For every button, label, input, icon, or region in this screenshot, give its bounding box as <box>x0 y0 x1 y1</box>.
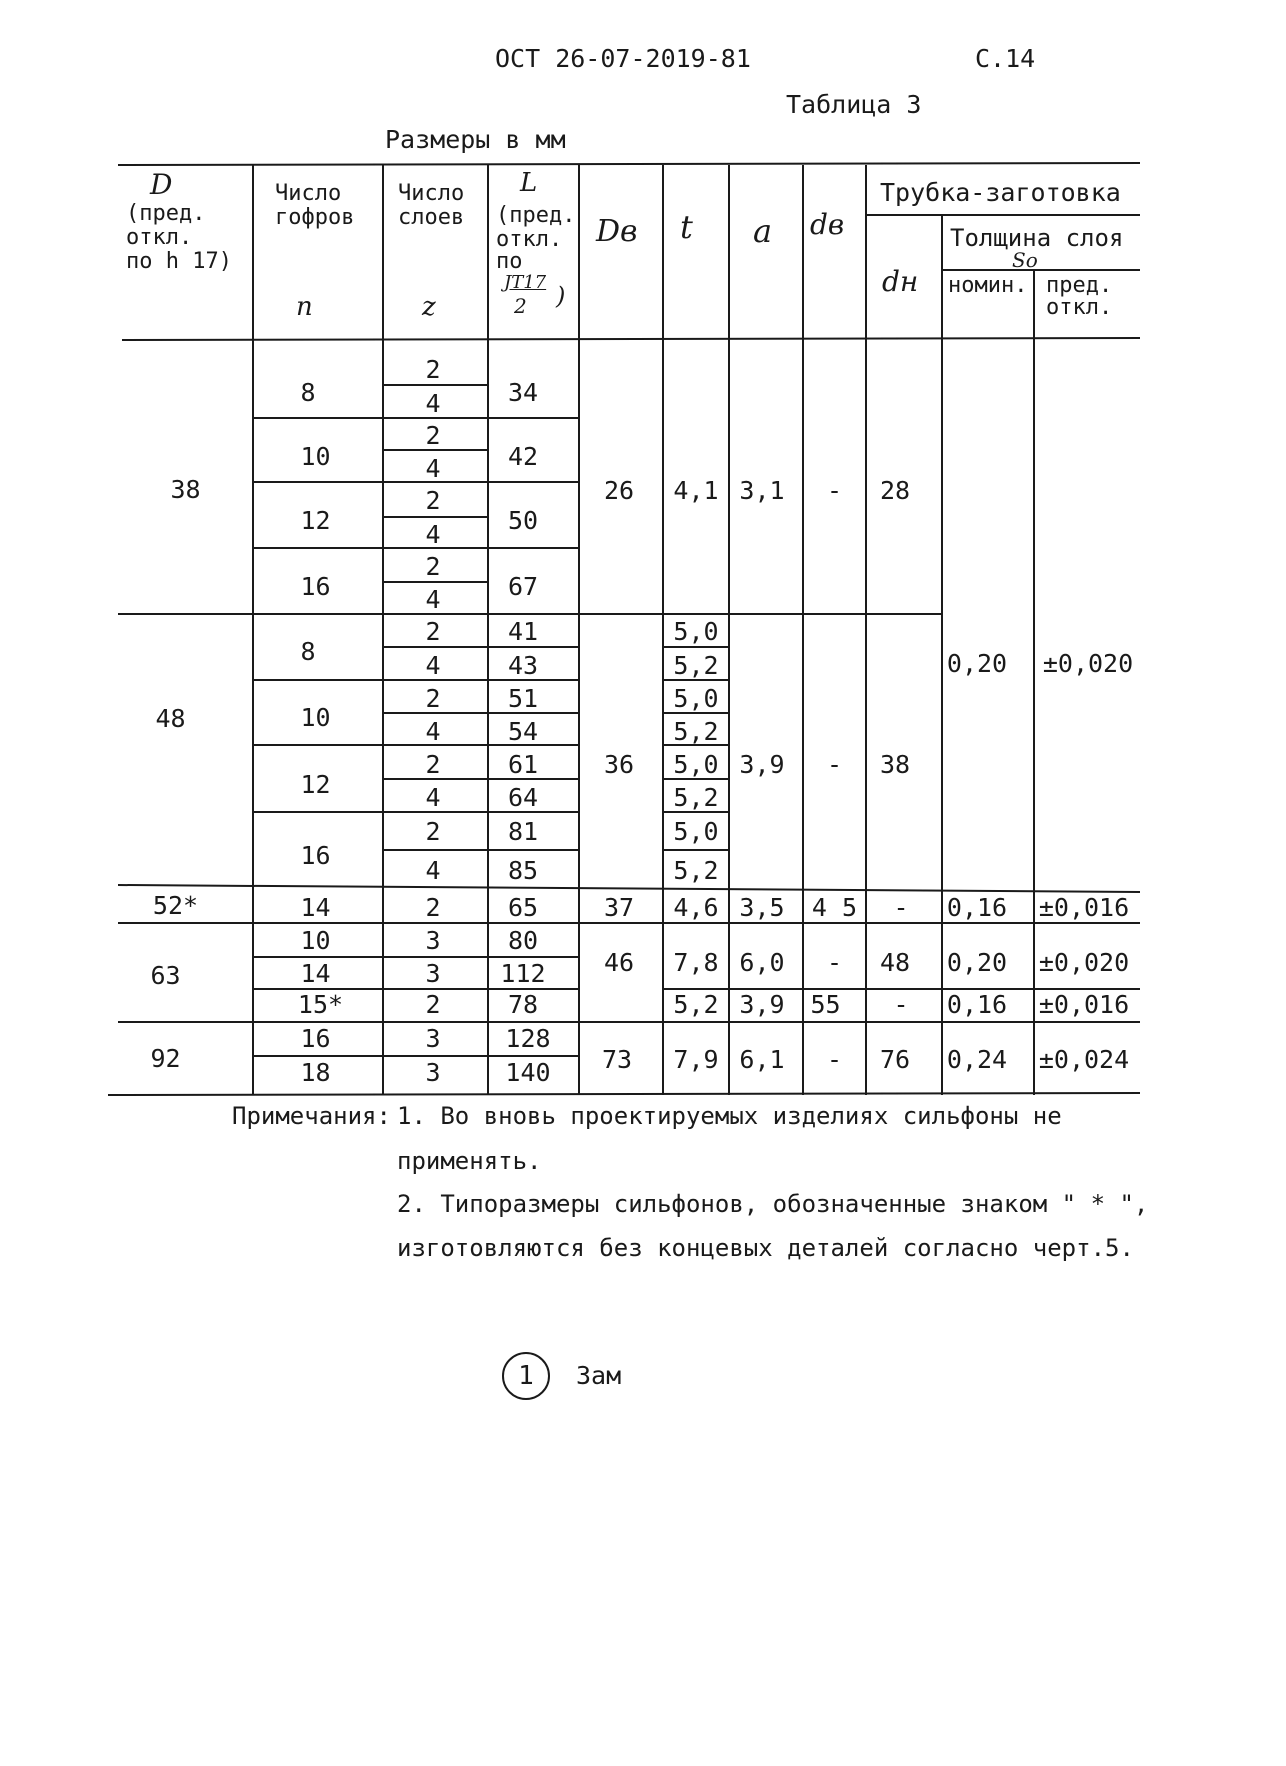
cell-n: 8 <box>300 637 316 666</box>
cell-z: 4 <box>425 856 441 885</box>
cell-L: 85 <box>507 856 539 885</box>
cell-t: 5,2 <box>673 651 719 680</box>
col-t-header: t <box>680 208 693 246</box>
cell-z: 4 <box>425 454 441 483</box>
cell-dn: 48 <box>879 948 911 977</box>
notes-label: Примечания: <box>232 1102 391 1130</box>
col-dev-header-1: пред. <box>1046 273 1113 298</box>
note-1-cont: применять. <box>397 1147 542 1175</box>
cell-n: 8 <box>300 378 316 407</box>
col-n-symbol: n <box>296 292 313 322</box>
note-2: 2. Типоразмеры сильфонов, обозначенные знаком " * ", <box>397 1190 1149 1218</box>
col-L-symbol: L <box>520 168 538 198</box>
cell-nom: 0,16 <box>946 893 1008 922</box>
cell-z: 2 <box>425 486 441 515</box>
page-number: С.14 <box>975 44 1036 73</box>
cell-z: 2 <box>425 617 441 646</box>
cell-a: 3,5 <box>739 893 785 922</box>
cell-z: 2 <box>425 355 441 384</box>
revision-text: Зам <box>576 1361 622 1390</box>
cell-Dv: 26 <box>603 476 635 505</box>
cell-Dv: 73 <box>601 1045 633 1074</box>
cell-dev: ±0,024 <box>1038 1045 1130 1074</box>
cell-a: 3,9 <box>739 750 785 779</box>
col-dev-header-2: откл. <box>1046 295 1113 320</box>
cell-z: 2 <box>425 684 441 713</box>
cell-L: 112 <box>500 959 546 988</box>
cell-Dv: 36 <box>603 750 635 779</box>
cell-n: 16 <box>300 572 331 601</box>
cell-L: 50 <box>507 506 539 535</box>
cell-nom: 0,24 <box>946 1045 1008 1074</box>
col-Dv-header: Dв <box>596 214 638 249</box>
cell-z: 2 <box>425 750 441 779</box>
doc-code: ОСТ 26-07-2019-81 <box>495 44 751 73</box>
cell-n: 14 <box>300 893 331 922</box>
cell-z: 2 <box>425 817 441 846</box>
cell-t: 5,2 <box>673 783 719 812</box>
cell-dv: 4 5 <box>811 893 858 922</box>
note-1: 1. Во вновь проектируемых изделиях сильфоны не <box>397 1102 1062 1130</box>
col-dn-header: dн <box>882 265 919 298</box>
cell-t: 4,6 <box>673 893 719 922</box>
cell-t: 5,0 <box>673 750 719 779</box>
cell-L: 54 <box>507 717 539 746</box>
col-L-sub-3: по <box>496 249 523 274</box>
cell-D: 38 <box>170 475 201 504</box>
cell-t: 5,2 <box>673 717 719 746</box>
cell-dv: - <box>826 948 843 977</box>
cell-a: 3,9 <box>739 990 785 1019</box>
cell-dev: ±0,020 <box>1038 948 1130 977</box>
cell-z: 2 <box>425 421 441 450</box>
cell-n: 10 <box>300 442 331 471</box>
cell-Dv: 46 <box>603 948 635 977</box>
units-caption: Размеры в мм <box>385 125 566 154</box>
cell-Dv: 37 <box>603 893 635 922</box>
cell-z: 3 <box>425 959 441 988</box>
cell-n: 18 <box>300 1058 331 1087</box>
cell-dv: - <box>826 750 843 779</box>
cell-z: 4 <box>425 585 441 614</box>
table-label: Таблица 3 <box>786 90 922 119</box>
cell-t: 5,0 <box>673 684 719 713</box>
cell-L: 51 <box>507 684 539 713</box>
col-dv-header: dв <box>810 208 845 241</box>
cell-z: 2 <box>425 990 441 1019</box>
cell-L: 140 <box>505 1058 551 1087</box>
cell-z: 2 <box>425 893 441 922</box>
col-a-header: a <box>753 212 773 250</box>
cell-n: 15* <box>297 990 344 1019</box>
col-z-symbol: z <box>422 292 436 322</box>
cell-z: 4 <box>425 717 441 746</box>
cell-n: 16 <box>300 841 331 870</box>
cell-a: 6,0 <box>739 948 785 977</box>
cell-D: 48 <box>155 704 186 733</box>
col-n-title-1: Число <box>275 181 342 206</box>
cell-dev: ±0,016 <box>1038 990 1130 1019</box>
cell-z: 4 <box>425 389 441 418</box>
cell-L: 81 <box>507 817 539 846</box>
cell-L: 80 <box>507 926 539 955</box>
cell-t: 5,2 <box>673 856 719 885</box>
col-n-title-2: гофров <box>275 205 355 230</box>
cell-dv: - <box>826 1045 843 1074</box>
cell-z: 4 <box>425 651 441 680</box>
cell-dn: 28 <box>879 476 911 505</box>
cell-L: 43 <box>507 651 539 680</box>
cell-D: 63 <box>150 961 181 990</box>
cell-t: 5,0 <box>673 817 719 846</box>
cell-z: 3 <box>425 926 441 955</box>
cell-a: 6,1 <box>739 1045 785 1074</box>
cell-L: 42 <box>507 442 539 471</box>
cell-nom: 0,16 <box>946 990 1008 1019</box>
cell-n: 12 <box>300 506 331 535</box>
note-2-cont: изготовляются без концевых деталей согласно черт.5. <box>397 1234 1134 1262</box>
cell-L: 78 <box>507 990 539 1019</box>
tube-group-header: Трубка-заготовка <box>880 178 1121 207</box>
cell-dn: 76 <box>879 1045 911 1074</box>
cell-dn: - <box>893 990 909 1019</box>
cell-z: 4 <box>425 520 441 549</box>
col-D-sub-1: (пред. <box>126 201 206 226</box>
cell-t: 4,1 <box>673 476 719 505</box>
cell-z: 3 <box>425 1058 441 1087</box>
cell-dev: ±0,016 <box>1038 893 1130 922</box>
cell-t: 5,2 <box>673 990 719 1019</box>
col-L-paren: ) <box>556 282 566 310</box>
col-D-sub-2: откл. <box>126 225 193 250</box>
cell-n: 12 <box>300 770 331 799</box>
cell-D: 52* <box>152 891 199 920</box>
cell-n: 14 <box>300 959 331 988</box>
cell-t: 7,8 <box>673 948 719 977</box>
cell-n: 16 <box>300 1024 331 1053</box>
col-D-symbol: D <box>150 168 173 201</box>
col-L-sub-1: (пред. <box>496 203 576 228</box>
col-z-title-1: Число <box>398 181 465 206</box>
cell-L: 61 <box>507 750 539 779</box>
cell-dn: - <box>893 893 909 922</box>
cell-t: 5,0 <box>673 617 719 646</box>
cell-L: 67 <box>507 572 539 601</box>
cell-L: 41 <box>507 617 539 646</box>
revision-mark: 1 <box>502 1352 550 1400</box>
thickness-group-header: Толщина слоя <box>950 224 1124 252</box>
col-L-sub-2: откл. <box>496 227 563 252</box>
cell-L: 128 <box>505 1024 551 1053</box>
cell-nom: 0,20 <box>946 948 1008 977</box>
cell-dev: ±0,020 <box>1042 649 1134 678</box>
col-nom-header: номин. <box>948 273 1028 298</box>
cell-dn: 38 <box>879 750 911 779</box>
col-so-header: So <box>1012 248 1038 272</box>
cell-z: 3 <box>425 1024 441 1053</box>
cell-z: 2 <box>425 552 441 581</box>
cell-nom: 0,20 <box>946 649 1008 678</box>
cell-t: 7,9 <box>673 1045 719 1074</box>
col-D-sub-3: по h 17) <box>126 249 232 274</box>
cell-n: 10 <box>300 926 331 955</box>
col-z-title-2: слоев <box>398 205 465 230</box>
cell-z: 4 <box>425 783 441 812</box>
col-L-tol: JT17 <box>504 272 547 293</box>
cell-n: 10 <box>300 703 331 732</box>
cell-D: 92 <box>150 1044 181 1073</box>
cell-L: 34 <box>507 378 539 407</box>
cell-L: 65 <box>507 893 539 922</box>
cell-a: 3,1 <box>739 476 785 505</box>
col-L-tol-denom: 2 <box>514 294 527 318</box>
cell-dv: 55 <box>810 990 841 1019</box>
cell-dv: - <box>826 476 843 505</box>
cell-L: 64 <box>507 783 539 812</box>
